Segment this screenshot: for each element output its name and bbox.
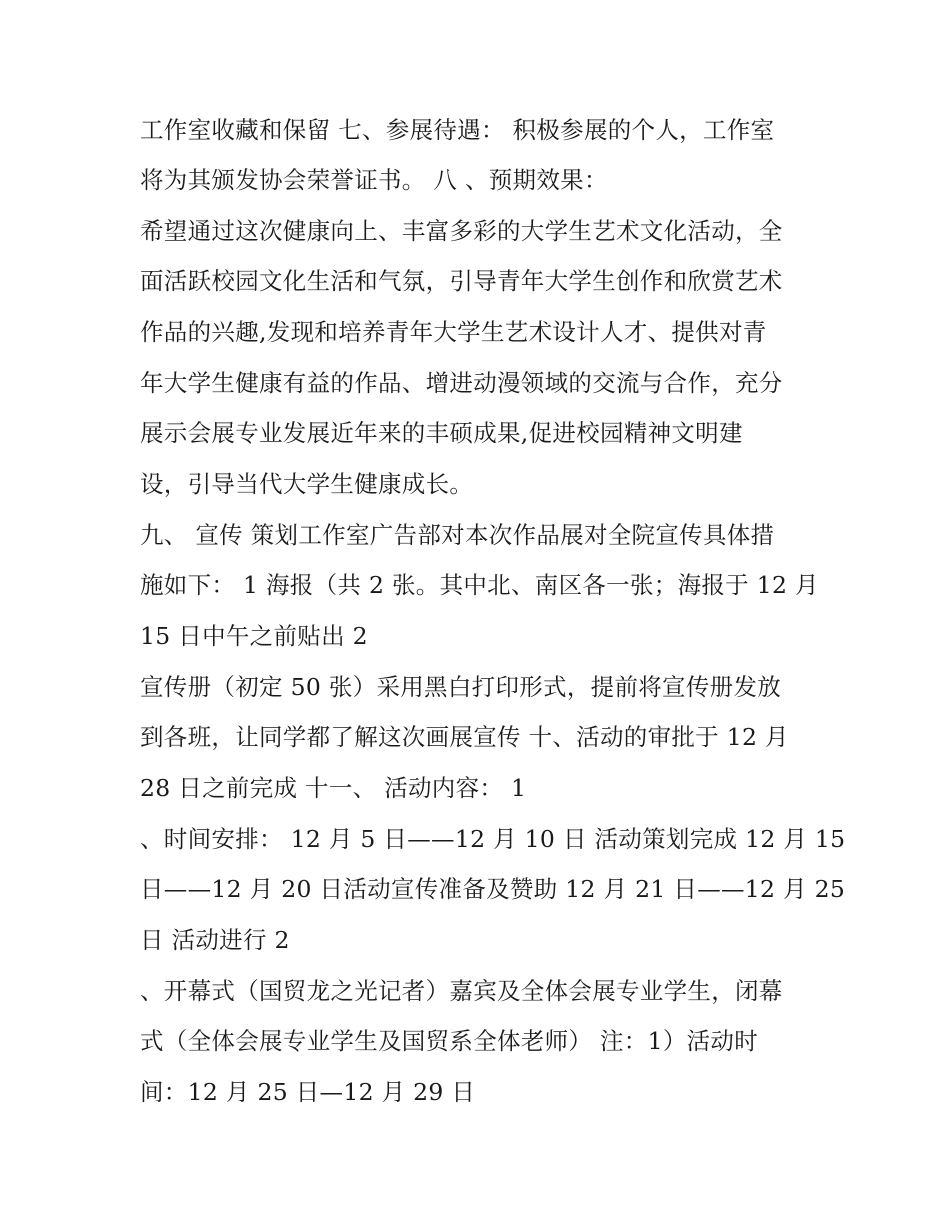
text-line: 展示会展专业发展近年来的丰硕成果,促进校园精神文明建 — [140, 419, 743, 447]
text-line: 间：12 月 25 日—12 月 29 日 — [140, 1078, 476, 1106]
text-line: 九、 宣传 策划工作室广告部对本次作品展对全院宣传具体措 — [140, 521, 775, 549]
text-line: 将为其颁发协会荣誉证书。 八 、预期效果： — [140, 166, 608, 194]
text-line: 面活跃校园文化生活和气氛，引导青年大学生创作和欣赏艺术 — [140, 267, 783, 295]
text-line: 日 活动进行 2 — [140, 926, 290, 954]
text-line: 15 日中午之前贴出 2 — [140, 622, 368, 650]
text-line: 施如下： 1 海报（共 2 张。其中北、南区各一张；海报于 12 月 — [140, 571, 819, 599]
text-line: 、时间安排： 12 月 5 日——12 月 10 日 活动策划完成 12 月 15 — [140, 825, 846, 853]
text-line: 、开幕式（国贸龙之光记者）嘉宾及全体会展专业学生，闭幕 — [140, 977, 783, 1005]
text-line: 年大学生健康有益的作品、增进动漫领域的交流与合作，充分 — [140, 369, 783, 397]
text-line: 28 日之前完成 十一、 活动内容： 1 — [140, 774, 527, 802]
text-line: 作品的兴趣,发现和培养青年大学生艺术设计人才、提供对青 — [140, 318, 767, 346]
text-line: 希望通过这次健康向上、丰富多彩的大学生艺术文化活动，全 — [140, 217, 783, 245]
text-line: 宣传册（初定 50 张）采用黑白打印形式，提前将宣传册发放 — [140, 673, 782, 701]
text-line: 工作室收藏和保留 七、参展待遇： 积极参展的个人，工作室 — [140, 116, 775, 144]
text-line: 式（全体会展专业学生及国贸系全体老师） 注：1）活动时 — [140, 1027, 759, 1055]
text-line: 设，引导当代大学生健康成长。 — [140, 470, 474, 498]
text-line: 日——12 月 20 日活动宣传准备及赞助 12 月 21 日——12 月 25 — [140, 875, 846, 903]
text-line: 到各班，让同学都了解这次画展宣传 十、活动的审批于 12 月 — [140, 723, 789, 751]
